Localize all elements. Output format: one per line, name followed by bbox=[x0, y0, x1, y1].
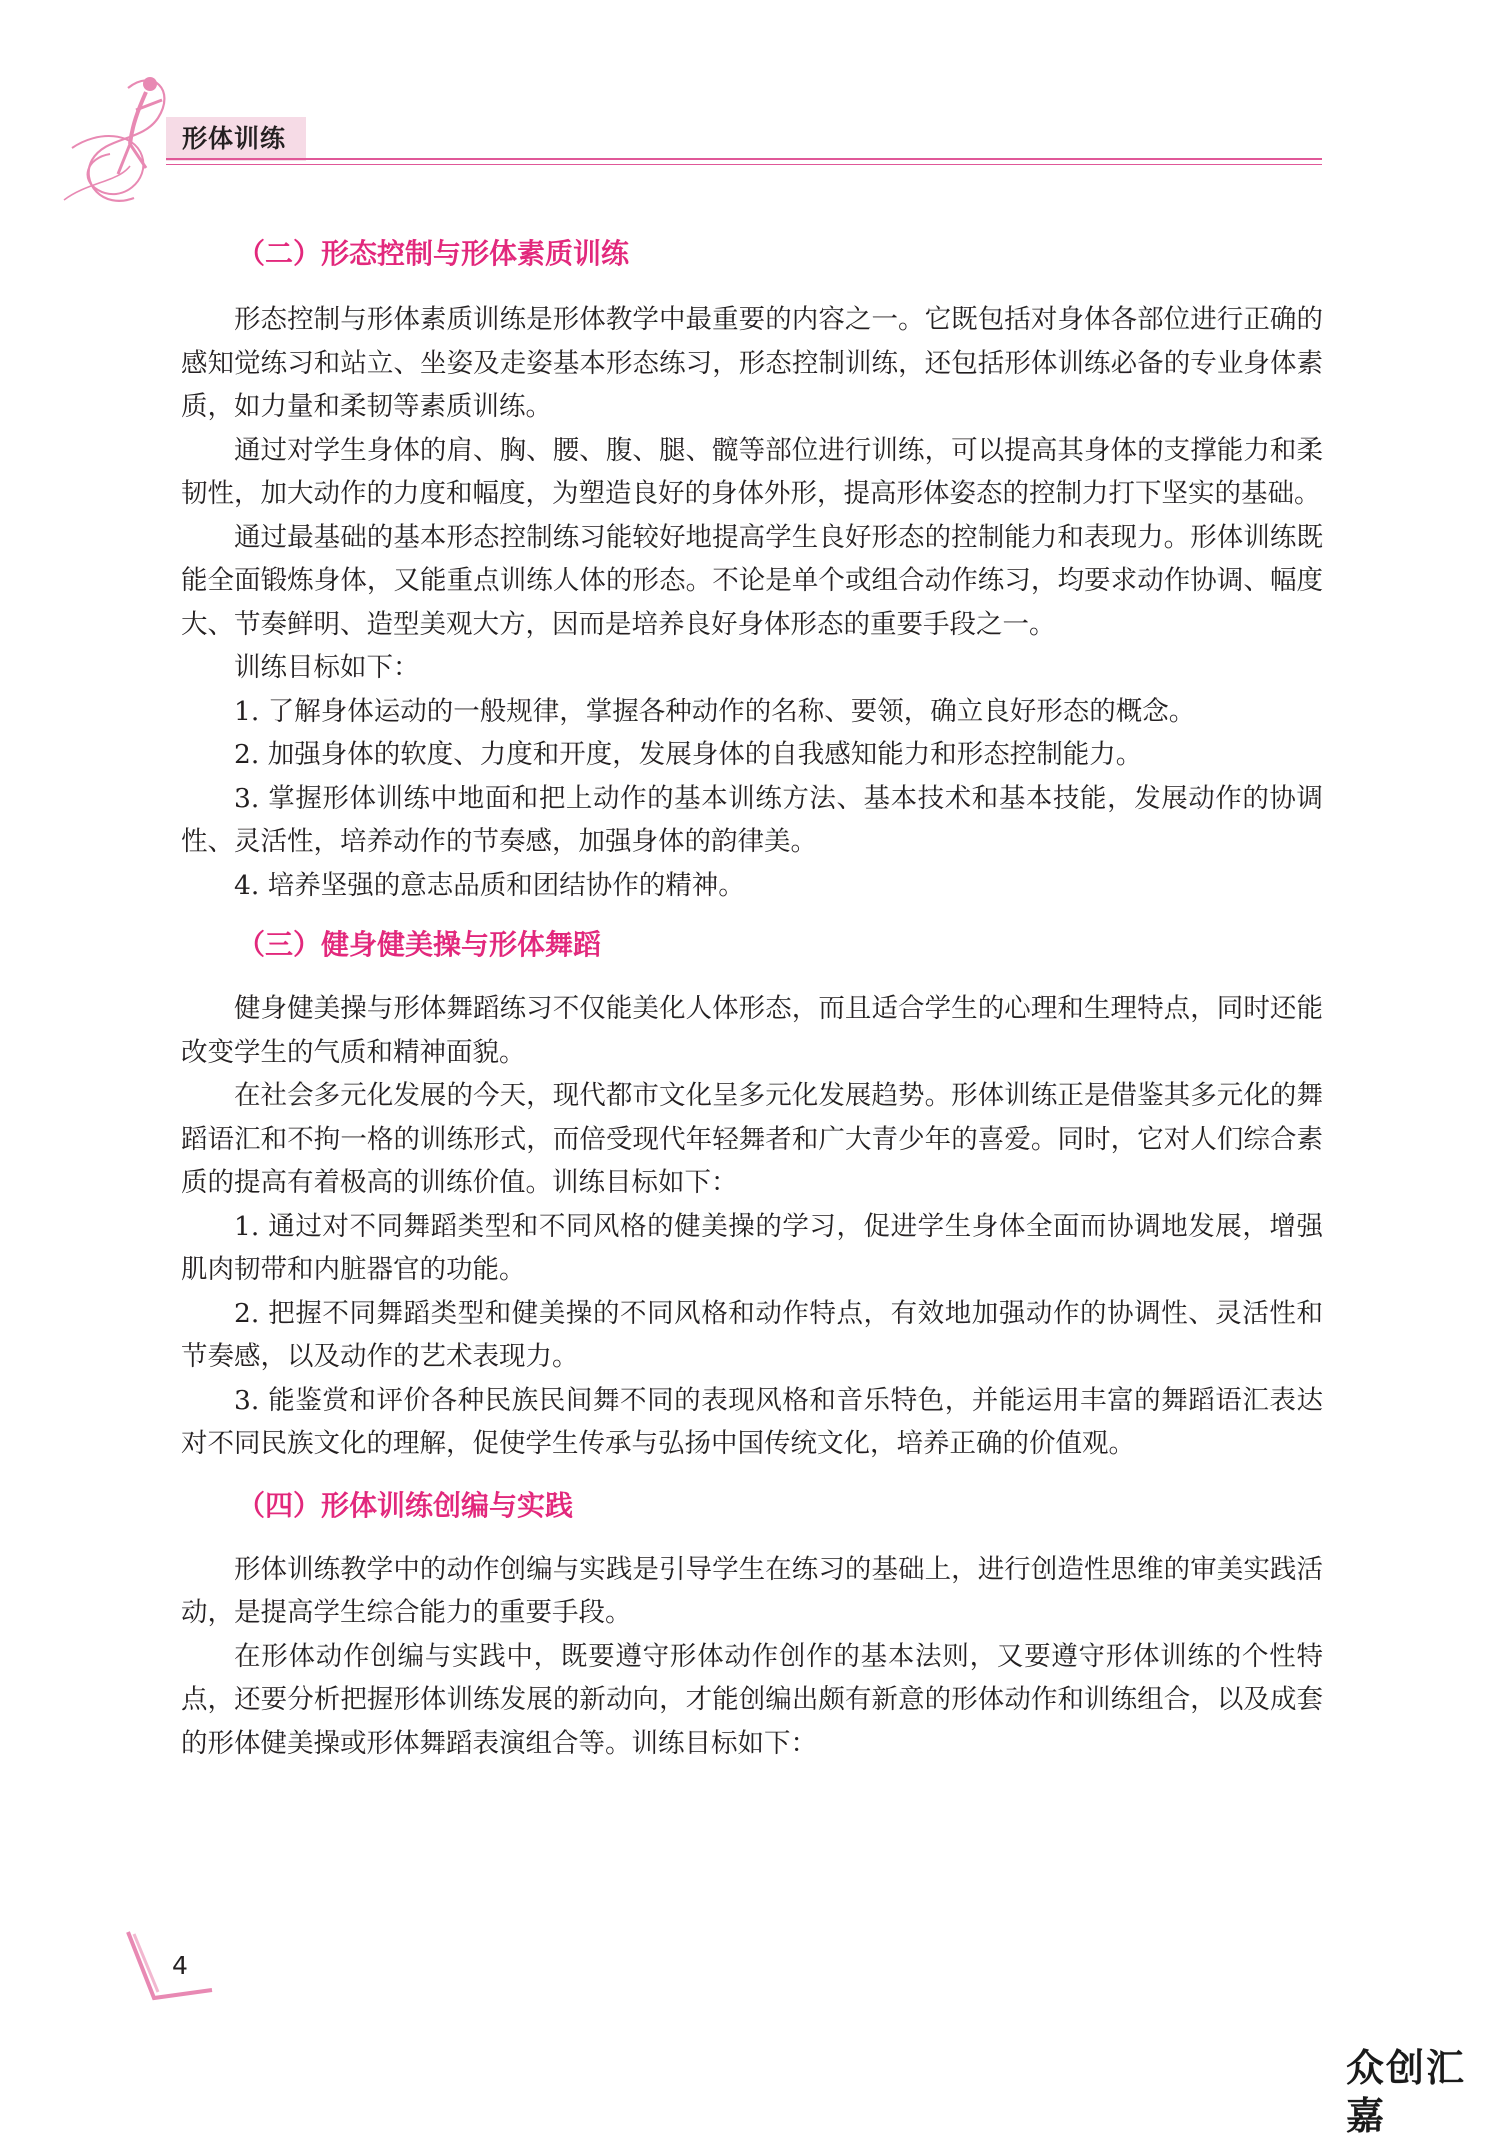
section-heading: （三）健身健美操与形体舞蹈 bbox=[237, 928, 602, 961]
list-item: 2. 把握不同舞蹈类型和健美操的不同风格和动作特点，有效地加强动作的协调性、灵活性和节奏感，以及动作的艺术表现力。 bbox=[181, 1297, 1323, 1372]
list-item: 2. 加强身体的软度、力度和开度，发展身体的自我感知能力和形态控制能力。 bbox=[234, 739, 1143, 770]
running-header-title: 形体训练 bbox=[182, 124, 287, 153]
paragraph: 训练目标如下： bbox=[234, 652, 420, 683]
list-item: 1. 通过对不同舞蹈类型和不同风格的健美操的学习，促进学生身体全面而协调地发展，增强肌肉韧带和内脏器官的功能。 bbox=[181, 1210, 1323, 1285]
list-item: 4. 培养坚强的意志品质和团结协作的精神。 bbox=[234, 869, 745, 901]
list-item: 3. 掌握形体训练中地面和把上动作的基本训练方法、基本技术和基本技能，发展动作的协调性、灵活性，培养动作的节奏感，加强身体的韵律美。 bbox=[181, 782, 1323, 857]
page-body bbox=[181, 228, 1323, 1765]
paragraph: 形态控制与形体素质训练是形体教学中最重要的内容之一。它既包括对身体各部位进行正确的感知觉练习和站立、坐姿及走姿基本形态练习，形态控制训练，还包括形体训练必备的专业身体素质，如力量和柔韧等素质训练。 bbox=[181, 304, 1323, 422]
paragraph: 形体训练教学中的动作创编与实践是引导学生在练习的基础上，进行创造性思维的审美实践活动，是提高学生综合能力的重要手段。 bbox=[181, 1553, 1323, 1628]
paragraph: 通过对学生身体的肩、胸、腰、腹、腿、髋等部位进行训练，可以提高其身体的支撑能力和柔韧性，加大动作的力度和幅度，为塑造良好的身体外形，提高形体姿态的控制力打下坚实的基础。 bbox=[181, 434, 1323, 509]
page-corner-icon bbox=[120, 1930, 220, 2010]
header-rule bbox=[166, 158, 1322, 160]
paragraph: 在社会多元化发展的今天，现代都市文化呈多元化发展趋势。形体训练正是借鉴其多元化的舞蹈语汇和不拘一格的训练形式，而倍受现代年轻舞者和广大青少年的喜爱。同时，它对人们综合素质的提高有着极高的训练价值。训练目标如下： bbox=[181, 1080, 1323, 1198]
list-item: 3. 能鉴赏和评价各种民族民间舞不同的表现风格和音乐特色，并能运用丰富的舞蹈语汇表达对不同民族文化的理解，促使学生传承与弘扬中国传统文化，培养正确的价值观。 bbox=[181, 1384, 1323, 1459]
paragraph: 通过最基础的基本形态控制练习能较好地提高学生良好形态的控制能力和表现力。形体训练既能全面锻炼身体，又能重点训练人体的形态。不论是单个或组合动作练习，均要求动作协调、幅度大、节奏鲜明、造型美观大方，因而是培养良好身体形态的重要手段之一。 bbox=[181, 521, 1323, 640]
section-heading: （二）形态控制与形体素质训练 bbox=[237, 237, 630, 270]
header-rule-thin bbox=[166, 164, 1322, 165]
watermark: 众创汇嘉 bbox=[1346, 2046, 1467, 2138]
paragraph: 健身健美操与形体舞蹈练习不仅能美化人体形态，而且适合学生的心理和生理特点，同时还能改变学生的气质和精神面貌。 bbox=[181, 993, 1323, 1068]
page-number: 4 bbox=[172, 1951, 188, 1980]
section-heading: （四）形体训练创编与实践 bbox=[237, 1488, 574, 1522]
list-item: 1. 了解身体运动的一般规律，掌握各种动作的名称、要领，确立良好形态的概念。 bbox=[234, 695, 1196, 727]
paragraph: 在形体动作创编与实践中，既要遵守形体动作创作的基本法则，又要遵守形体训练的个性特点，还要分析把握形体训练发展的新动向，才能创编出颇有新意的形体动作和训练组合，以及成套的形体健美操或形体舞蹈表演组合等。训练目标如下： bbox=[181, 1640, 1323, 1759]
ribbon-dancer-icon bbox=[58, 70, 178, 240]
